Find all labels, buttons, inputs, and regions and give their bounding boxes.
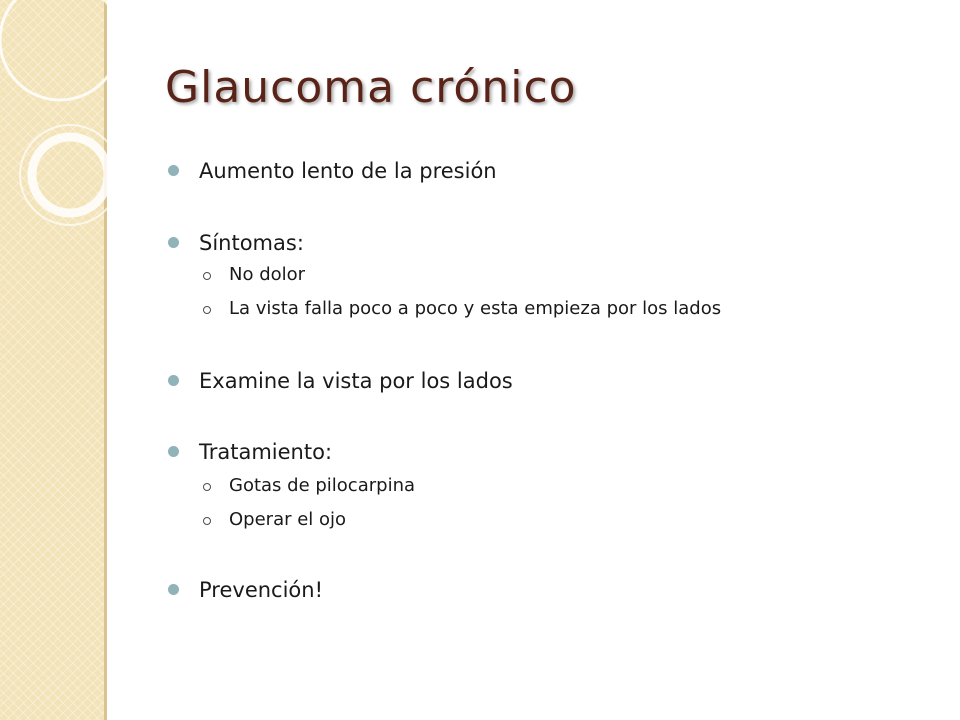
bullet-text: Examine la vista por los lados	[199, 369, 513, 393]
sub-bullet-ring-icon	[203, 306, 211, 314]
sub-bullet-text: No dolor	[229, 264, 306, 285]
sub-bullet-ring-icon	[203, 272, 211, 280]
bullet-text: Tratamiento:	[199, 440, 333, 464]
sub-bullet-text: La vista falla poco a poco y esta empieza por los lados	[229, 298, 722, 319]
bullet-text: Síntomas:	[199, 231, 304, 255]
slide-title: Glaucoma crónico	[165, 62, 577, 113]
bullet-text: Prevención!	[199, 578, 324, 602]
bullet-dot-icon	[168, 446, 179, 457]
sub-bullet-ring-icon	[203, 517, 211, 525]
bullet-dot-icon	[168, 584, 179, 595]
bullet-dot-icon	[168, 237, 179, 248]
sub-bullet-ring-icon	[203, 483, 211, 491]
sub-bullet-text: Operar el ojo	[229, 509, 347, 530]
decorative-rings-icon	[0, 0, 260, 260]
bullet-text: Aumento lento de la presión	[199, 159, 497, 183]
bullet-dot-icon	[168, 165, 179, 176]
bullet-dot-icon	[168, 375, 179, 386]
sub-bullet-text: Gotas de pilocarpina	[229, 475, 416, 496]
